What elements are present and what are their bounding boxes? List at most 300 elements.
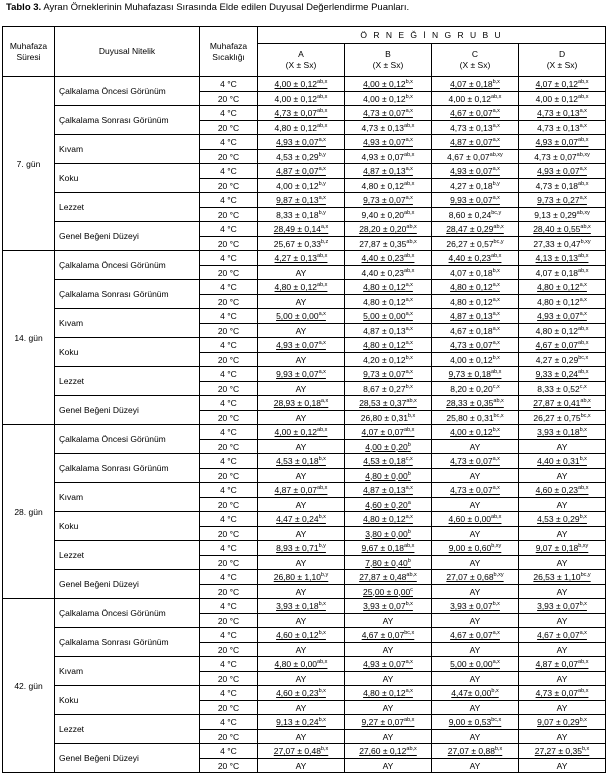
- significance-letters: b,x: [579, 456, 587, 462]
- significance-letters: b,x: [405, 383, 413, 390]
- score-cell: [258, 527, 345, 541]
- table-caption: [6, 2, 409, 13]
- significance-letters: ab,x: [578, 180, 589, 187]
- score-cell: [258, 121, 345, 135]
- score-cell: [345, 483, 432, 498]
- score-cell: [345, 164, 432, 179]
- temperature-cell: 4 °C: [200, 280, 258, 295]
- score-cell: [432, 570, 519, 585]
- score-value: AY: [295, 557, 307, 568]
- significance-letters: b,x: [579, 514, 587, 520]
- significance-letters: b,x: [318, 688, 326, 694]
- temperature-cell: 20 °C: [200, 556, 258, 570]
- score-value: $4,80 \pm 0,12^{a,x}$: [363, 340, 413, 350]
- score-value: $9,07 \pm 0,18^{b,xy}$: [535, 543, 589, 553]
- score-value: $8,20 \pm 0,20^{c,x}$: [450, 383, 500, 394]
- score-value: $4,87 \pm 0,13^{a,x}$: [363, 485, 413, 495]
- score-value: $4,93 \pm 0,07^{a,x}$: [276, 340, 326, 350]
- temperature-cell: 20 °C: [200, 92, 258, 106]
- score-value: AY: [295, 499, 307, 510]
- significance-letters: ab,x: [406, 572, 417, 578]
- score-value: AY: [556, 673, 568, 684]
- significance-letters: b,x: [405, 79, 413, 85]
- score-value: AY: [469, 470, 481, 481]
- temperature-cell: 20 °C: [200, 353, 258, 367]
- significance-letters: a,x: [579, 282, 587, 288]
- score-cell: [432, 643, 519, 657]
- score-cell: [345, 599, 432, 614]
- score-cell: [519, 338, 606, 353]
- temperature-cell: 4 °C: [200, 135, 258, 150]
- significance-letters: a,x: [579, 122, 587, 129]
- significance-letters: ab,x: [491, 514, 502, 520]
- temperature-cell: 20 °C: [200, 266, 258, 280]
- score-value: AY: [382, 760, 394, 771]
- score-cell: [345, 512, 432, 527]
- score-value: $4,60 \pm 0,23^{ab,x}$: [535, 485, 589, 495]
- temperature-cell: 20 °C: [200, 382, 258, 396]
- significance-letters: ab,x: [578, 340, 589, 346]
- score-value: AY: [469, 441, 481, 452]
- sensory-attribute-cell: Lezzet: [55, 541, 200, 570]
- score-cell: [519, 150, 606, 164]
- score-cell: [345, 106, 432, 121]
- significance-letters: b,x: [492, 354, 500, 361]
- score-cell: [432, 222, 519, 237]
- score-value: $8,60 \pm 0,24^{bc,y}$: [448, 209, 502, 220]
- score-cell: [258, 382, 345, 396]
- significance-letters: a,x: [492, 122, 500, 129]
- score-cell: [258, 498, 345, 512]
- significance-letters: a,x: [405, 195, 413, 201]
- significance-letters: a,x: [405, 340, 413, 346]
- score-cell: [345, 338, 432, 353]
- score-cell: [519, 759, 606, 773]
- score-value: $25,67 \pm 0,33^{b,z}$: [273, 238, 329, 249]
- score-cell: [432, 309, 519, 324]
- table-row: [3, 309, 606, 324]
- significance-letters: b,xy: [580, 238, 591, 245]
- score-cell: [258, 628, 345, 643]
- temperature-cell: 20 °C: [200, 498, 258, 512]
- sensory-attribute-cell: Çalkalama Öncesi Görünüm: [55, 599, 200, 628]
- significance-letters: c,x: [492, 383, 500, 390]
- score-value: $8,93 \pm 0,71^{b,y}$: [276, 543, 326, 553]
- score-cell: [345, 353, 432, 367]
- score-value: $3,93 \pm 0,07^{b,x}$: [450, 601, 500, 611]
- header-sample-group: Ö R N E Ğ İ N G R U B U: [258, 27, 606, 44]
- score-value: $4,00 \pm 0,12^{b,x}$: [363, 93, 413, 104]
- score-value: AY: [295, 586, 307, 597]
- significance-letters: ab,x: [578, 137, 589, 143]
- score-value: AY: [556, 470, 568, 481]
- column-name: B: [385, 49, 391, 59]
- temperature-cell: 20 °C: [200, 759, 258, 773]
- storage-period-cell: 7. gün: [3, 77, 55, 251]
- score-cell: [432, 121, 519, 135]
- score-cell: [258, 730, 345, 744]
- score-cell: [519, 570, 606, 585]
- score-cell: [519, 367, 606, 382]
- score-value: $4,93 \pm 0,07^{ab,x}$: [361, 151, 415, 162]
- table-row: [3, 570, 606, 585]
- significance-letters: ab,x: [578, 325, 589, 332]
- significance-letters: ab,x: [317, 253, 328, 259]
- significance-letters: a,x: [318, 311, 326, 317]
- score-value: $4,73 \pm 0,13^{a,x}$: [537, 122, 587, 133]
- temperature-cell: 20 °C: [200, 585, 258, 599]
- score-cell: [432, 106, 519, 121]
- significance-letters: b,z: [320, 238, 329, 245]
- score-value: $4,67 \pm 0,07^{ab,xy}$: [447, 151, 503, 162]
- significance-letters: a,x: [405, 137, 413, 143]
- significance-letters: a,x: [405, 514, 413, 520]
- score-cell: [258, 440, 345, 454]
- score-value: AY: [556, 731, 568, 742]
- significance-letters: a,x: [492, 485, 500, 491]
- score-cell: [519, 193, 606, 208]
- score-cell: [432, 759, 519, 773]
- score-cell: [432, 686, 519, 701]
- significance-letters: ab,x: [578, 369, 589, 375]
- score-value: AY: [556, 528, 568, 539]
- score-cell: [258, 483, 345, 498]
- score-value: $4,67 \pm 0,07^{a,x}$: [450, 630, 500, 640]
- score-value: $4,27 \pm 0,13^{ab,x}$: [274, 253, 328, 263]
- score-value: $8,67 \pm 0,27^{b,x}$: [363, 383, 413, 394]
- score-cell: [345, 266, 432, 280]
- table-row: [3, 744, 606, 759]
- table-row: [3, 657, 606, 672]
- significance-letters: ab,x: [317, 93, 328, 100]
- significance-letters: a,x: [318, 195, 326, 201]
- significance-letters: b,y: [318, 151, 326, 158]
- score-value: $5,00 \pm 0,00^{a,x}$: [450, 659, 500, 669]
- score-value: AY: [469, 586, 481, 597]
- score-value: $4,87 \pm 0,13^{a,x}$: [363, 166, 413, 176]
- temperature-cell: 4 °C: [200, 628, 258, 643]
- score-cell: [432, 715, 519, 730]
- header-period: Muhafaza Süresi: [3, 27, 55, 77]
- score-value: $9,87 \pm 0,13^{a,x}$: [276, 195, 326, 205]
- significance-letters: ab,xy: [489, 151, 503, 158]
- score-value: AY: [295, 267, 307, 278]
- sensory-attribute-cell: Çalkalama Sonrası Görünüm: [55, 628, 200, 657]
- significance-letters: a,x: [405, 166, 413, 172]
- sensory-attribute-cell: Çalkalama Öncesi Görünüm: [55, 77, 200, 106]
- significance-letters: bc,y: [493, 238, 504, 245]
- score-cell: [258, 744, 345, 759]
- score-value: AY: [556, 586, 568, 597]
- score-value: $4,00 \pm 0,12^{b,x}$: [450, 427, 500, 437]
- score-cell: [258, 614, 345, 628]
- score-cell: [345, 425, 432, 440]
- sensory-attribute-cell: Koku: [55, 164, 200, 193]
- score-cell: [258, 541, 345, 556]
- score-cell: [258, 396, 345, 411]
- score-value: AY: [295, 702, 307, 713]
- sensory-attribute-cell: Lezzet: [55, 193, 200, 222]
- temperature-cell: 4 °C: [200, 744, 258, 759]
- score-cell: [258, 599, 345, 614]
- score-cell: [519, 498, 606, 512]
- score-cell: [519, 425, 606, 440]
- score-value: $4,87 \pm 0,07^{ab,x}$: [535, 659, 589, 669]
- score-value: $9,00 \pm 0,60^{b,xy}$: [448, 543, 502, 553]
- significance-letters: a,x: [405, 659, 413, 665]
- score-cell: [345, 657, 432, 672]
- significance-letters: a,x: [492, 296, 500, 303]
- significance-letters: ab,x: [580, 224, 591, 230]
- temperature-cell: 4 °C: [200, 251, 258, 266]
- score-cell: [345, 179, 432, 193]
- score-cell: [432, 367, 519, 382]
- score-cell: [345, 498, 432, 512]
- column-header-c: [432, 44, 519, 77]
- temperature-cell: 20 °C: [200, 440, 258, 454]
- significance-letters: b,y: [320, 572, 329, 578]
- significance-letters: ab,x: [578, 253, 589, 259]
- significance-letters: b,x: [407, 412, 416, 419]
- table-body: [3, 77, 606, 773]
- significance-letters: ab,x: [580, 398, 591, 404]
- score-value: AY: [469, 528, 481, 539]
- score-cell: [258, 179, 345, 193]
- significance-letters: a,x: [579, 166, 587, 172]
- significance-letters: b,x: [405, 93, 413, 100]
- column-name: C: [471, 49, 479, 59]
- score-cell: [519, 701, 606, 715]
- sensory-attribute-cell: Genel Beğeni Düzeyi: [55, 570, 200, 599]
- table-row: [3, 686, 606, 701]
- significance-letters: a,x: [405, 311, 413, 317]
- score-value: $4,07 \pm 0,18^{ab,x}$: [535, 267, 589, 278]
- score-cell: [258, 135, 345, 150]
- significance-letters: b,x: [579, 427, 587, 433]
- score-value: $4,93 \pm 0,07^{a,x}$: [537, 166, 587, 176]
- score-value: AY: [295, 644, 307, 655]
- score-value: AY: [556, 644, 568, 655]
- significance-letters: bc,x: [580, 412, 591, 419]
- column-subtitle: (X ± Sx): [546, 60, 578, 70]
- score-value: $4,40 \pm 0,31^{b,x}$: [537, 456, 587, 466]
- score-cell: [345, 193, 432, 208]
- score-cell: [519, 353, 606, 367]
- score-value: 4,60 ± 0,20$^a$: [365, 499, 411, 510]
- significance-letters: ab,x: [578, 659, 589, 665]
- score-value: $9,93 \pm 0,07^{a,x}$: [450, 195, 500, 205]
- score-value: AY: [382, 702, 394, 713]
- score-cell: [519, 106, 606, 121]
- column-header-a: [258, 44, 345, 77]
- score-value: $4,93 \pm 0,07^{a,x}$: [450, 166, 500, 176]
- significance-letters: ab,x: [578, 267, 589, 274]
- score-value: $4,93 \pm 0,07^{a,x}$: [276, 137, 326, 147]
- significance-letters: a,x: [492, 108, 500, 114]
- score-cell: [345, 382, 432, 396]
- score-cell: [432, 295, 519, 309]
- score-cell: [432, 425, 519, 440]
- significance-letters: ab,x: [317, 79, 328, 85]
- score-cell: [432, 164, 519, 179]
- score-cell: [258, 454, 345, 469]
- table-row: [3, 251, 606, 266]
- score-value: $27,27 \pm 0,35^{b,x}$: [534, 746, 590, 756]
- score-value: $4,40 \pm 0,23^{ab,x}$: [361, 253, 415, 263]
- temperature-cell: 4 °C: [200, 686, 258, 701]
- score-value: $4,60 \pm 0,12^{b,x}$: [276, 630, 326, 640]
- temperature-cell: 4 °C: [200, 512, 258, 527]
- score-cell: [519, 744, 606, 759]
- significance-letters: a,x: [405, 369, 413, 375]
- significance-letters: bc,x: [493, 412, 504, 419]
- temperature-cell: 4 °C: [200, 309, 258, 324]
- score-cell: [519, 208, 606, 222]
- table-row: [3, 280, 606, 295]
- score-value: $28,20 \pm 0,20^{ab,x}$: [359, 224, 417, 234]
- significance-letters: a,x: [320, 224, 329, 230]
- temperature-cell: 20 °C: [200, 208, 258, 222]
- score-cell: [258, 353, 345, 367]
- column-header-b: [345, 44, 432, 77]
- sensory-attribute-cell: Çalkalama Öncesi Görünüm: [55, 251, 200, 280]
- score-value: $4,53 \pm 0,18^{b,x}$: [276, 456, 326, 466]
- score-cell: [345, 672, 432, 686]
- significance-letters: b,x: [318, 630, 326, 636]
- significance-letters: b,x: [405, 601, 413, 607]
- score-cell: [432, 527, 519, 541]
- significance-letters: a,x: [405, 108, 413, 114]
- score-value: $4,80 \pm 0,12^{ab,x}$: [274, 282, 328, 292]
- score-value: $4,27 \pm 0,29^{bc,x}$: [535, 354, 589, 365]
- score-value: $4,00 \pm 0,12^{b,y}$: [276, 180, 326, 191]
- significance-letters: ab,x: [491, 369, 502, 375]
- score-value: $9,13 \pm 0,29^{ab,xy}$: [534, 209, 590, 220]
- score-cell: [345, 280, 432, 295]
- score-cell: [432, 599, 519, 614]
- significance-letters: a: [407, 499, 411, 506]
- score-cell: [345, 237, 432, 251]
- score-cell: [432, 135, 519, 150]
- score-value: AY: [382, 673, 394, 684]
- table-row: [3, 77, 606, 92]
- temperature-cell: 4 °C: [200, 164, 258, 179]
- significance-letters: ab,x: [406, 238, 417, 245]
- score-value: $4,73 \pm 0,18^{ab,x}$: [535, 180, 589, 191]
- score-cell: [258, 237, 345, 251]
- score-value: $4,73 \pm 0,13^{a,x}$: [450, 122, 500, 133]
- score-value: AY: [469, 731, 481, 742]
- score-cell: [432, 744, 519, 759]
- score-cell: [519, 527, 606, 541]
- score-cell: [519, 295, 606, 309]
- score-value: $4,60 \pm 0,23^{b,x}$: [276, 688, 326, 698]
- temperature-cell: 4 °C: [200, 454, 258, 469]
- score-value: $27,87 \pm 0,41^{ab,x}$: [533, 398, 591, 408]
- score-cell: [345, 150, 432, 164]
- score-value: $4,80 \pm 0,12^{ab,x}$: [274, 122, 328, 133]
- score-value: $26,80 \pm 0,31^{b,x}$: [360, 412, 416, 423]
- significance-letters: ab,x: [404, 267, 415, 274]
- score-value: $4,80 \pm 0,12^{ab,x}$: [535, 325, 589, 336]
- temperature-cell: 4 °C: [200, 425, 258, 440]
- score-value: $9,33 \pm 0,24^{ab,x}$: [535, 369, 589, 379]
- temperature-cell: 20 °C: [200, 324, 258, 338]
- temperature-cell: 20 °C: [200, 411, 258, 425]
- score-value: $4,80 \pm 0,12^{a,x}$: [450, 282, 500, 292]
- score-value: $28,93 \pm 0,18^{a,x}$: [273, 398, 329, 408]
- score-cell: [519, 657, 606, 672]
- temperature-cell: 4 °C: [200, 715, 258, 730]
- score-cell: [345, 396, 432, 411]
- score-cell: [432, 657, 519, 672]
- significance-letters: a,x: [579, 630, 587, 636]
- score-value: AY: [556, 499, 568, 510]
- score-cell: [519, 280, 606, 295]
- score-value: $4,00 \pm 0,12^{ab,x}$: [274, 79, 328, 89]
- score-cell: [519, 686, 606, 701]
- score-cell: [519, 715, 606, 730]
- score-cell: [432, 483, 519, 498]
- score-value: $4,80 \pm 0,12^{ab,x}$: [361, 180, 415, 191]
- score-cell: [258, 208, 345, 222]
- score-cell: [432, 672, 519, 686]
- score-cell: [519, 672, 606, 686]
- score-value: $26,53 \pm 1,10^{bc,y}$: [533, 572, 591, 582]
- score-cell: [519, 556, 606, 570]
- score-cell: [258, 222, 345, 237]
- significance-letters: b: [407, 528, 411, 535]
- sensory-attribute-cell: Koku: [55, 338, 200, 367]
- significance-letters: a,x: [405, 282, 413, 288]
- sensory-attribute-cell: Kıvam: [55, 483, 200, 512]
- significance-letters: a,x: [492, 340, 500, 346]
- significance-letters: c,x: [579, 383, 587, 390]
- score-value: AY: [469, 615, 481, 626]
- significance-letters: b,x: [491, 688, 499, 694]
- score-value: $4,73 \pm 0,07^{ab,x}$: [274, 108, 328, 118]
- score-cell: [258, 309, 345, 324]
- significance-letters: b,y: [318, 543, 326, 549]
- significance-letters: b,x: [318, 717, 326, 723]
- score-value: $4,80 \pm 0,12^{a,x}$: [537, 282, 587, 292]
- significance-letters: a,x: [579, 311, 587, 317]
- score-cell: [519, 309, 606, 324]
- score-value: AY: [295, 470, 307, 481]
- sensory-attribute-cell: Çalkalama Sonrası Görünüm: [55, 106, 200, 135]
- score-value: $4,67 \pm 0,07^{ab,x}$: [535, 340, 589, 350]
- score-value: AY: [295, 528, 307, 539]
- significance-letters: ab,x: [493, 398, 504, 404]
- score-cell: [432, 266, 519, 280]
- score-cell: [345, 77, 432, 92]
- significance-letters: b,y: [492, 180, 500, 187]
- significance-letters: ab,x: [317, 485, 328, 491]
- score-value: $4,00 \pm 0,12^{ab,x}$: [535, 93, 589, 104]
- score-cell: [432, 338, 519, 353]
- score-cell: [432, 396, 519, 411]
- table-row: [3, 512, 606, 527]
- score-value: AY: [556, 615, 568, 626]
- score-cell: [432, 280, 519, 295]
- score-value: AY: [469, 702, 481, 713]
- significance-letters: a,x: [492, 325, 500, 332]
- score-cell: [519, 382, 606, 396]
- score-cell: [345, 469, 432, 483]
- score-cell: [432, 237, 519, 251]
- temperature-cell: 4 °C: [200, 77, 258, 92]
- temperature-cell: 20 °C: [200, 730, 258, 744]
